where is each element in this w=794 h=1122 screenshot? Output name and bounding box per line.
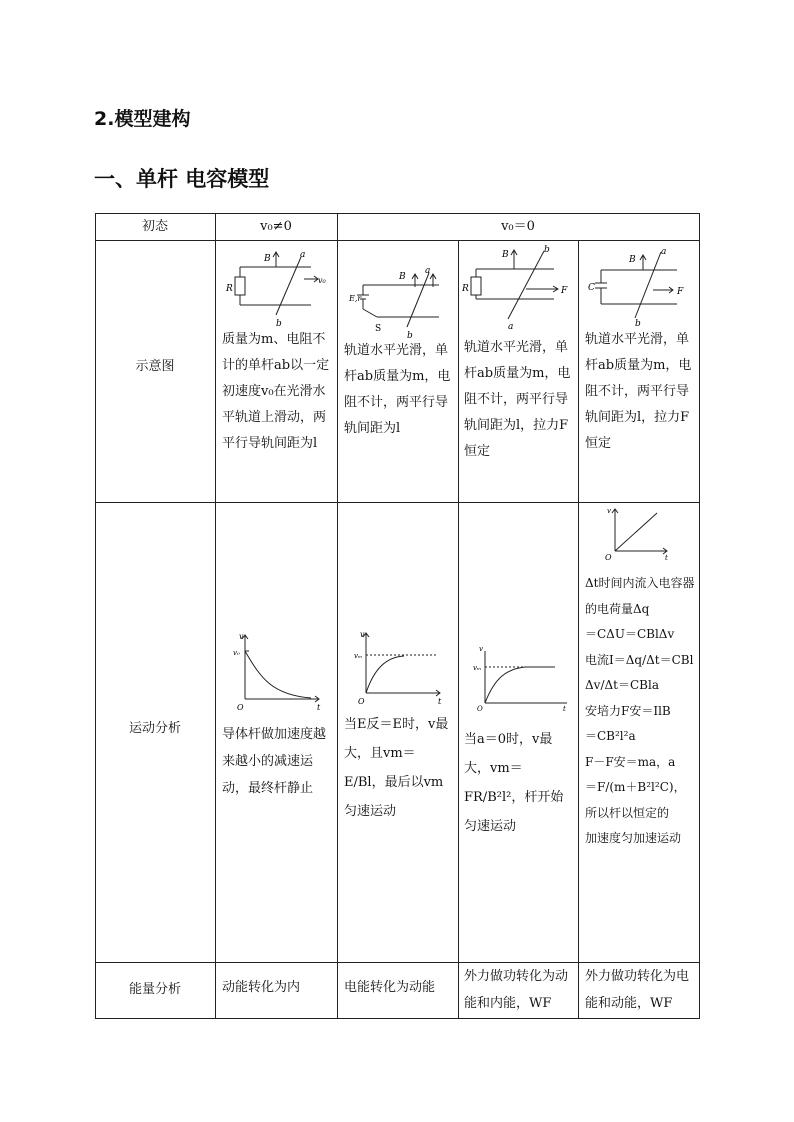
svg-text:B: B [399,272,406,282]
svg-text:a: a [661,247,667,257]
svg-text:B: B [629,255,636,265]
circuit-diagram-resistor [226,249,330,327]
svg-text:a: a [425,266,431,276]
motion-desc-battery: 当E反＝E时，v最大，且vm＝E/Bl，最后以vm匀速运动 [344,717,449,819]
capacitor-line-3: 电流I＝Δq/Δt＝CBl [585,652,694,667]
energy-desc-v0-nonzero: 动能转化为内 [222,980,301,995]
graph-linear-velocity [603,505,673,561]
svg-text:C: C [588,283,595,293]
svg-text:v: v [479,645,483,653]
svg-text:B: B [502,250,509,260]
svg-text:v: v [360,630,365,639]
svg-text:v₀: v₀ [233,649,240,657]
capacitor-line-1: Δt时间内流入电容器的电荷量Δq [585,576,695,616]
energy-desc-battery: 电能转化为动能 [344,980,436,995]
model-table [95,213,700,1019]
svg-text:E,r: E,r [349,294,362,303]
svg-text:t: t [438,697,442,706]
row-label-diagram: 示意图 [135,359,175,374]
svg-text:b: b [276,319,282,327]
header-initial-state: 初态 [141,219,168,234]
svg-text:O: O [237,703,244,711]
capacitor-line-2: ＝CΔU＝CBlΔv [585,627,675,641]
row-label-motion: 运动分析 [128,721,181,736]
svg-text:t: t [563,705,566,713]
graph-decay-velocity [231,631,327,711]
header-v0-nonzero: v₀≠0 [260,219,292,234]
svg-text:vₘ: vₘ [473,664,482,672]
svg-text:F: F [677,287,684,297]
svg-text:O: O [605,553,612,561]
capacitor-line-5: 安培力F安＝IlB [585,703,671,718]
row-label-energy: 能量分析 [128,982,181,997]
page-title: 一、单杆 电容模型 [94,167,270,191]
capacitor-line-6: ＝CB²l²a [585,729,636,743]
svg-text:a: a [508,322,514,329]
diagram-desc-capacitor: 轨道水平光滑，单杆ab质量为m，电阻不计，两平行导轨间距为l，拉力F恒定 [585,332,692,451]
circuit-diagram-capacitor [587,246,693,326]
diagram-desc-force-resistor: 轨道水平光滑，单杆ab质量为m，电阻不计，两平行导轨间距为l，拉力F恒定 [464,340,571,459]
svg-text:a: a [300,250,306,260]
svg-text:B: B [264,254,271,264]
capacitor-line-7: F－F安＝ma，a [585,754,676,769]
svg-text:b: b [635,319,641,326]
motion-desc-force: 当a＝0时，v最大，vm＝FR/B²l²，杆开始匀速运动 [464,732,564,834]
graph-rise-to-vm-battery [352,629,448,709]
motion-desc-v0-nonzero: 导体杆做加速度越来越小的减速运动，最终杆静止 [222,727,327,796]
capacitor-line-10: 加速度匀加速运动 [585,831,682,845]
svg-text:O: O [477,705,483,713]
svg-text:S: S [375,324,382,334]
circuit-diagram-battery [349,265,453,339]
svg-text:v: v [607,507,611,515]
svg-text:vₘ: vₘ [354,652,363,660]
svg-text:v: v [239,632,244,641]
motion-desc-capacitor [585,571,697,852]
capacitor-line-8: ＝F/(m＋B²l²C)， [585,780,686,794]
svg-text:R: R [226,284,233,294]
diagram-desc-battery: 轨道水平光滑，单杆ab质量为m，电阻不计，两平行导轨间距为l [344,343,451,436]
svg-text:b: b [544,245,550,255]
svg-text:O: O [358,697,365,706]
svg-text:F: F [561,286,568,296]
graph-rise-to-vm-force [473,643,573,713]
section-heading: 2.模型建构 [94,108,191,130]
capacitor-line-4: Δv/Δt＝CBla [585,678,659,692]
capacitor-line-9: 所以杆以恒定的 [585,805,670,820]
svg-text:v₀: v₀ [318,276,326,285]
header-v0-zero: v₀＝0 [501,219,535,234]
svg-text:b: b [407,331,413,339]
svg-text:t: t [317,703,321,711]
energy-desc-capacitor: 外力做功转化为电能和动能，WF [585,969,690,1011]
circuit-diagram-force-resistor [462,243,574,329]
diagram-desc-v0-nonzero: 质量为m、电阻不计的单杆ab以一定初速度v₀在光滑水平轨道上滑动，两平行导轨间距为l [222,332,330,451]
svg-text:t: t [665,554,668,561]
energy-desc-force: 外力做功转化为动能和内能，WF [464,969,569,1011]
svg-text:R: R [462,284,469,294]
